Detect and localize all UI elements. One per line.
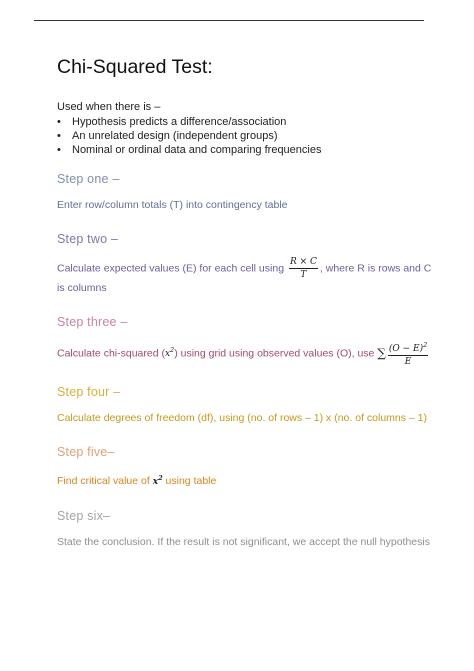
step-six-text: State the conclusion. If the result is not significant, we accept the null hypothesis [57, 535, 430, 548]
step-five-heading: Step five– [57, 444, 115, 459]
step-two-text-before: Calculate expected values (E) for each cell using [57, 261, 285, 274]
intro-text: Used when there is – [57, 101, 161, 113]
chi-exponent: 2 [158, 473, 163, 482]
chi-symbol [152, 473, 163, 487]
chi-letter: x [164, 348, 171, 359]
numerator-text: (O − E) [388, 343, 424, 354]
formula-numerator [388, 340, 428, 356]
step-three-text-before: Calculate chi-squared ( [57, 346, 165, 359]
step-two-text [57, 257, 437, 297]
step-four-text: Calculate degrees of freedom (df), using (no. of rows – 1) x (no. of columns – 1) [57, 411, 428, 424]
formula-denominator: T [300, 269, 307, 280]
step-one-heading: Step one – [57, 171, 120, 186]
step-three-text [57, 340, 437, 367]
step-five-text [57, 470, 437, 491]
document-page [57, 56, 437, 569]
step-one-text: Enter row/column totals (T) into contingency table [57, 198, 288, 211]
step-six-heading: Step six– [57, 508, 111, 523]
step-two-text-after: , where R is rows and C is columns [57, 261, 432, 294]
list-item: • An unrelated design (independent groups) [57, 129, 437, 143]
formula-numerator: R × C [289, 256, 317, 267]
requirement-list [57, 115, 437, 158]
top-rule [34, 20, 424, 21]
chi-squared-formula [388, 340, 428, 367]
list-item: • Nominal or ordinal data and comparing frequencies [57, 143, 437, 157]
page-title: Chi-Squared Test: [57, 56, 213, 78]
step-two-heading: Step two – [57, 231, 119, 246]
step-five-text-before: Find critical value of [57, 474, 150, 487]
step-three-text-mid: ) using grid using observed values (O), use [174, 346, 375, 359]
step-four-heading: Step four – [57, 384, 121, 399]
sigma-symbol: ∑ [377, 345, 386, 360]
step-five-text-after: using table [165, 474, 217, 487]
chi-letter: x [152, 476, 159, 487]
chi-symbol [164, 345, 175, 359]
formula-denominator: E [404, 356, 412, 367]
step-three-heading: Step three – [57, 314, 128, 329]
list-item: • Hypothesis predicts a difference/association [57, 115, 437, 129]
chi-exponent: 2 [170, 345, 175, 354]
expected-value-formula [289, 257, 318, 280]
numerator-exponent: 2 [423, 340, 428, 349]
